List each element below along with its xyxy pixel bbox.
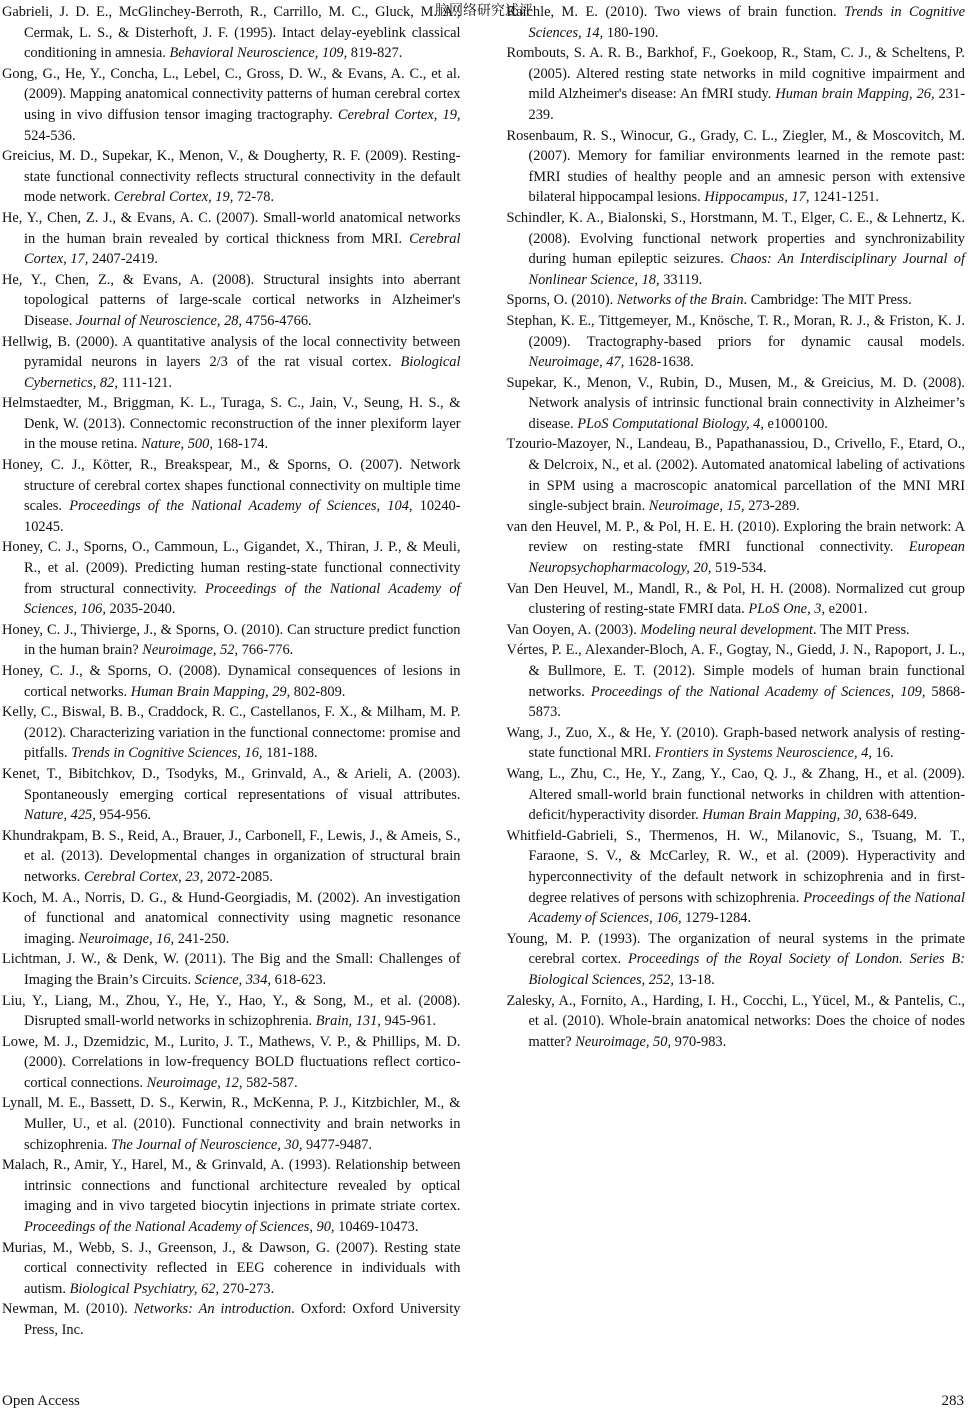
reference-text: 618-623. [271,971,327,988]
reference-source: Proceedings of the National Academy of Sciences, 109, [590,683,926,700]
reference-text: 1279-1284. [681,910,752,927]
reference-entry [2,991,461,1032]
reference-text: Tzourio-Mazoyer, N., Landeau, B., Papathanassiou, D., Crivello, F., Etard, O., & Delcroix, N., et al. (2002). Automated anatomical labeling of activations in SPM using a macroscopic anatomical parcellation of the MNI MRI single-subject brain. [506,436,965,515]
reference-entry [507,126,966,208]
reference-text: 2035-2040. [105,601,176,618]
reference-text: 180-190. [603,24,659,41]
reference-entry [2,1238,461,1300]
reference-entry [507,373,966,435]
reference-entry [2,1093,461,1155]
reference-entry [2,661,461,702]
reference-source: Cerebral Cortex, 23, [83,868,204,885]
reference-text: Kenet, T., Bibitchkov, D., Tsodyks, M., Grinvald, A., & Arieli, A. (2003). Spontaneously emerging cortical representations of visual attributes. [2,765,461,803]
reference-text: 10240-10245. [24,498,461,535]
reference-entry [507,517,966,579]
reference-source: Neuroimage, 52, [142,642,239,659]
reference-entry [2,393,461,455]
reference-text: Helmstaedter, M., Briggman, K. L., Turaga, S. C., Jain, V., Seung, H. S., & Denk, W. (2013). Connectomic reconstruction of the inner plexiform layer in the mouse retina. [2,395,461,453]
reference-entry [507,620,966,641]
reference-text: Van Ooyen, A. (2003). [506,621,641,638]
reference-source: Neuroimage, 15, [648,498,745,515]
reference-entry [2,146,461,208]
reference-text: Khundrakpam, B. S., Reid, A., Brauer, J., Carbonell, F., Lewis, J., & Ameis, S., et al. (2013). Developmental changes in organization of structural brain networks. [2,827,461,885]
reference-text: 519-534. [711,560,767,577]
reference-entry [507,43,966,125]
reference-source: Science, 334, [194,971,271,988]
reference-text: Honey, C. J., & Sporns, O. (2008). Dynamical consequences of lesions in cortical networks. [2,663,461,700]
reference-entry [2,1299,461,1340]
reference-text: 181-188. [262,745,318,762]
reference-entry [2,455,461,537]
reference-source: Biological Psychiatry, 62, [69,1280,220,1297]
reference-text: Stephan, K. E., Tittgemeyer, M., Knösche, T. R., Moran, R. J., & Friston, K. J. (2009). Tractography-based priors for dynamic causal models. [506,312,965,350]
reference-text: Murias, M., Webb, S. J., Greenson, J., & Dawson, G. (2007). Resting state cortical connectivity reflected in EEG coherence in individuals with autism. [2,1239,461,1297]
reference-text: 270-273. [219,1280,275,1297]
page-number: 283 [941,1393,964,1409]
reference-entry [507,2,966,43]
reference-source: European Neuropsychopharmacology, 20, [528,539,965,577]
reference-text: Sporns, O. (2010). [506,292,617,309]
reference-text: Rosenbaum, R. S., Winocur, G., Grady, C. L., Ziegler, M., & Moscovitch, M. (2007). Memory for familiar environments learned in the remote past: fMRI studies of healthy people and an amnesic person with extensive bilateral hippocampal lesions. [506,127,965,206]
reference-text: van den Heuvel, M. P., & Pol, H. E. H. (2010). Exploring the brain network: A review on resting-state fMRI functional connectivity. [506,518,965,556]
reference-text: 2407-2419. [88,251,158,268]
reference-text: Supekar, K., Menon, V., Rubin, D., Musen, M., & Greicius, M. D. (2008). Network analysis of intrinsic functional brain connectivity in Alzheimer’s disease. [506,374,965,432]
reference-entry [507,311,966,373]
reference-list [2,2,965,1347]
reference-source: Nature, 425, [24,807,96,824]
reference-source: Chaos: An Interdisciplinary Journal of Nonlinear Science, 18, [528,251,965,288]
reference-entry [507,764,966,826]
reference-entry [2,1155,461,1237]
reference-entry [2,2,461,64]
reference-entry [507,208,966,290]
reference-text: Lichtman, J. W., & Denk, W. (2011). The Big and the Small: Challenges of Imaging the Brain’s Circuits. [2,951,461,988]
reference-text: 802-809. [290,683,346,700]
reference-source: Neuroimage, 16, [78,930,175,947]
reference-text: Van Den Heuvel, M., Mandl, R., & Pol, H. H. (2008). Normalized cut group clustering of resting-state FMRI data. [506,580,965,618]
reference-entry [2,208,461,270]
reference-text: Zalesky, A., Fornito, A., Harding, I. H., Cocchi, L., Yücel, M., & Pantelis, C., et al. (2010). Whole-brain anatomical networks: Does the choice of nodes matter? [506,992,965,1050]
reference-text: Gabrieli, J. D. E., McGlinchey-Berroth, R., Carrillo, M. C., Gluck, M. A., Cermak, L. S., & Disterhoft, J. F. (1995). Intact delay-eyeblink classical conditioning in amnesia. [2,4,461,62]
reference-text: Vértes, P. E., Alexander-Bloch, A. F., Gogtay, N., Giedd, J. N., Rapoport, J. L., & Bullmore, E. T. (2012). Simple models of human brain functional networks. [506,642,965,700]
reference-source: Networks: An introduction [133,1301,292,1318]
reference-entry [507,640,966,722]
reference-source: Behavioral Neuroscience, 109, [169,45,348,62]
reference-source: Trends in Cognitive Sciences, 16, [71,745,263,762]
reference-source: Proceedings of the National Academy of Sciences, 106, [528,889,966,927]
reference-text: Newman, M. (2010). [2,1301,134,1318]
reference-entry [2,620,461,661]
reference-text: Rombouts, S. A. R. B., Barkhof, F., Goekoop, R., Stam, C. J., & Scheltens, P. (2005). Altered resting state networks in mild cognitive impairment and mild Alzheimer's disease: An fMRI study. [506,45,965,103]
reference-source: Journal of Neuroscience, 28, [75,312,243,329]
reference-text: 13-18. [673,971,715,988]
reference-entry [2,826,461,888]
reference-text: 819-827. [347,45,403,62]
reference-text: . The MIT Press. [813,621,910,638]
reference-entry [507,826,966,929]
footer-publisher: Open Access [2,1393,80,1409]
reference-source: Proceedings of the National Academy of Sciences, 106, [24,580,461,618]
reference-text: Raichle, M. E. (2010). Two views of brain function. [506,4,845,20]
reference-source: Human Brain Mapping, 30, [702,807,862,824]
reference-text: 4756-4766. [242,312,312,329]
reference-text: 5868-5873. [528,683,965,721]
running-header: 脑网络研究述评 [435,3,533,19]
reference-text: 945-961. [380,1013,437,1030]
reference-text: . Oxford: Oxford University Press, Inc. [24,1301,461,1338]
reference-text: 273-289. [744,498,800,515]
reference-source: PLoS Computational Biology, 4, [577,415,764,432]
reference-source: Cerebral Cortex, 19, [337,106,461,123]
reference-entry [2,332,461,394]
reference-source: Modeling neural development [640,621,814,638]
reference-text: He, Y., Chen, Z. J., & Evans, A. C. (2007). Small-world anatomical networks in the human brain revealed by cortical thickness from MRI. [2,209,461,247]
reference-source: Cerebral Cortex, 17, [24,230,461,268]
reference-text: 1628-1638. [624,354,694,371]
reference-text: Koch, M. A., Norris, D. G., & Hund-Georgiadis, M. (2002). An investigation of functional and anatomical connectivity using magnetic resonance imaging. [2,889,461,947]
reference-text: Young, M. P. (1993). The organization of neural systems in the primate cerebral cortex. [506,930,965,968]
reference-source: Cerebral Cortex, 19, [113,189,234,206]
reference-source: Trends in Cognitive Sciences, 14, [528,4,965,41]
reference-text: 16. [871,745,894,762]
reference-text: Greicius, M. D., Supekar, K., Menon, V., & Dougherty, R. F. (2009). Resting-state functional connectivity reflects structural connectivity in the default mode network. [2,148,461,206]
reference-text: Malach, R., Amir, Y., Harel, M., & Grinvald, A. (1993). Relationship between intrinsic connections and functional architecture revealed by optical imaging and in vivo targeted biocytin injections in primate striate cortex. [2,1157,461,1215]
reference-entry [507,290,966,311]
reference-source: The Journal of Neuroscience, 30, [111,1136,303,1153]
reference-text: 9477-9487. [302,1136,372,1153]
reference-entry [2,888,461,950]
reference-text: 72-78. [233,189,275,206]
reference-entry [507,434,966,516]
reference-text: Kelly, C., Biswal, B. B., Craddock, R. C., Castellanos, F. X., & Milham, M. P. (2012). Characterizing variation in the functional connectome: promise and pitfalls. [2,704,461,762]
reference-text: Wang, J., Zuo, X., & He, Y. (2010). Graph-based network analysis of resting-state functional MRI. [506,724,965,762]
reference-source: Frontiers in Systems Neuroscience, 4, [654,745,872,762]
reference-source: Human brain Mapping, 26, [775,86,935,103]
reference-entry [507,723,966,764]
reference-source: Proceedings of the National Academy of Sciences, 90, [24,1219,335,1236]
reference-text: Lowe, M. J., Dzemidzic, M., Lurito, J. T., Mathews, V. P., & Phillips, M. D. (2000). Correlations in low-frequency BOLD fluctuations reflect cortico-cortical connections. [2,1033,461,1091]
reference-source: PLoS One, 3, [748,601,826,618]
reference-text: e2001. [825,601,868,618]
reference-source: Proceedings of the Royal Society of London. Series B: Biological Sciences, 252, [528,951,966,988]
reference-text: 2072-2085. [203,868,273,885]
reference-text: 111-121. [117,374,173,391]
reference-text: 582-587. [242,1074,298,1091]
reference-text: 766-776. [238,642,294,659]
reference-text: 168-174. [212,436,269,453]
reference-text: Whitfield-Gabrieli, S., Thermenos, H. W., Milanovic, S., Tsuang, M. T., Faraone, S. V., & McCarley, R. W., et al. (2009). Hyperactivity and hyperconnectivity of the default network in schizophrenia and in first-degree relatives of persons with schizophrenia. [506,827,965,906]
reference-text: 638-649. [861,807,918,824]
reference-entry [507,929,966,991]
reference-text: e1000100. [763,415,828,432]
reference-text: Schindler, K. A., Bialonski, S., Horstmann, M. T., Elger, C. E., & Lehnertz, K. (2008). Evolving functional network properties and synchronizability during human epileptic seizures. [506,209,965,268]
reference-source: Human Brain Mapping, 29, [130,683,291,700]
reference-text: 10469-10473. [334,1219,419,1236]
reference-source: Biological Cybernetics, 82, [24,354,461,391]
reference-text: 241-250. [174,930,230,947]
reference-text: Gong, G., He, Y., Concha, L., Lebel, C., Gross, D. W., & Evans, A. C., et al. (2009). Mapping anatomical connectivity patterns of human cerebral cortex using in vivo diffusion tensor imaging tractography. [2,65,461,123]
reference-text: Honey, C. J., Kötter, R., Breakspear, M., & Sporns, O. (2007). Network structure of cerebral cortex shapes functional connectivity on multiple time scales. [2,457,461,515]
reference-text: Honey, C. J., Thivierge, J., & Sporns, O. (2010). Can structure predict function in the human brain? [2,621,461,659]
reference-entry [2,64,461,146]
reference-text: Honey, C. J., Sporns, O., Cammoun, L., Gigandet, X., Thiran, J. P., & Meuli, R., et al. (2009). Predicting human resting-state functional connectivity from structural connectivity. [2,539,461,597]
reference-text: Lynall, M. E., Bassett, D. S., Kerwin, R., McKenna, P. J., Kitzbichler, M., & Muller, U., et al. (2010). Functional connectivity and brain networks in schizophrenia. [2,1095,461,1153]
reference-entry [507,579,966,620]
reference-source: Nature, 500, [141,436,213,453]
reference-entry [507,991,966,1053]
reference-source: Hippocampus, 17, [704,189,810,206]
reference-text: 1241-1251. [809,189,880,206]
reference-entry [2,702,461,764]
reference-entry [2,270,461,332]
reference-text: 33119. [659,271,703,288]
reference-entry [2,764,461,826]
reference-source: Proceedings of the National Academy of Sciences, 104, [69,498,413,515]
reference-text: Liu, Y., Liang, M., Zhou, Y., He, Y., Hao, Y., & Song, M., et al. (2008). Disrupted small-world networks in schizophrenia. [2,992,461,1030]
reference-text: 954-956. [95,807,151,824]
reference-text: 524-536. [24,127,76,144]
reference-entry [2,1032,461,1094]
reference-source: Brain, 131, [315,1013,381,1030]
reference-text: 231-239. [528,86,965,123]
reference-entry [2,537,461,619]
reference-source: Neuroimage, 50, [575,1033,672,1050]
reference-entry [2,949,461,990]
reference-source: Neuroimage, 12, [146,1074,243,1091]
reference-source: Networks of the Brain [616,292,744,309]
reference-text: Hellwig, B. (2000). A quantitative analysis of the local connectivity between pyramidal neurons in layers 2/3 of the rat visual cortex. [2,333,461,371]
reference-text: 970-983. [671,1033,727,1050]
reference-text: Wang, L., Zhu, C., He, Y., Zang, Y., Cao, Q. J., & Zhang, H., et al. (2009). Altered small-world brain functional networks in children with attention-deficit/hyperactivity disorder. [506,765,965,824]
reference-text: He, Y., Chen, Z., & Evans, A. (2008). Structural insights into aberrant topological patterns of large-scale cortical networks in Alzheimer's Disease. [2,271,461,329]
reference-text: . Cambridge: The MIT Press. [743,292,912,309]
reference-source: Neuroimage, 47, [528,354,625,371]
